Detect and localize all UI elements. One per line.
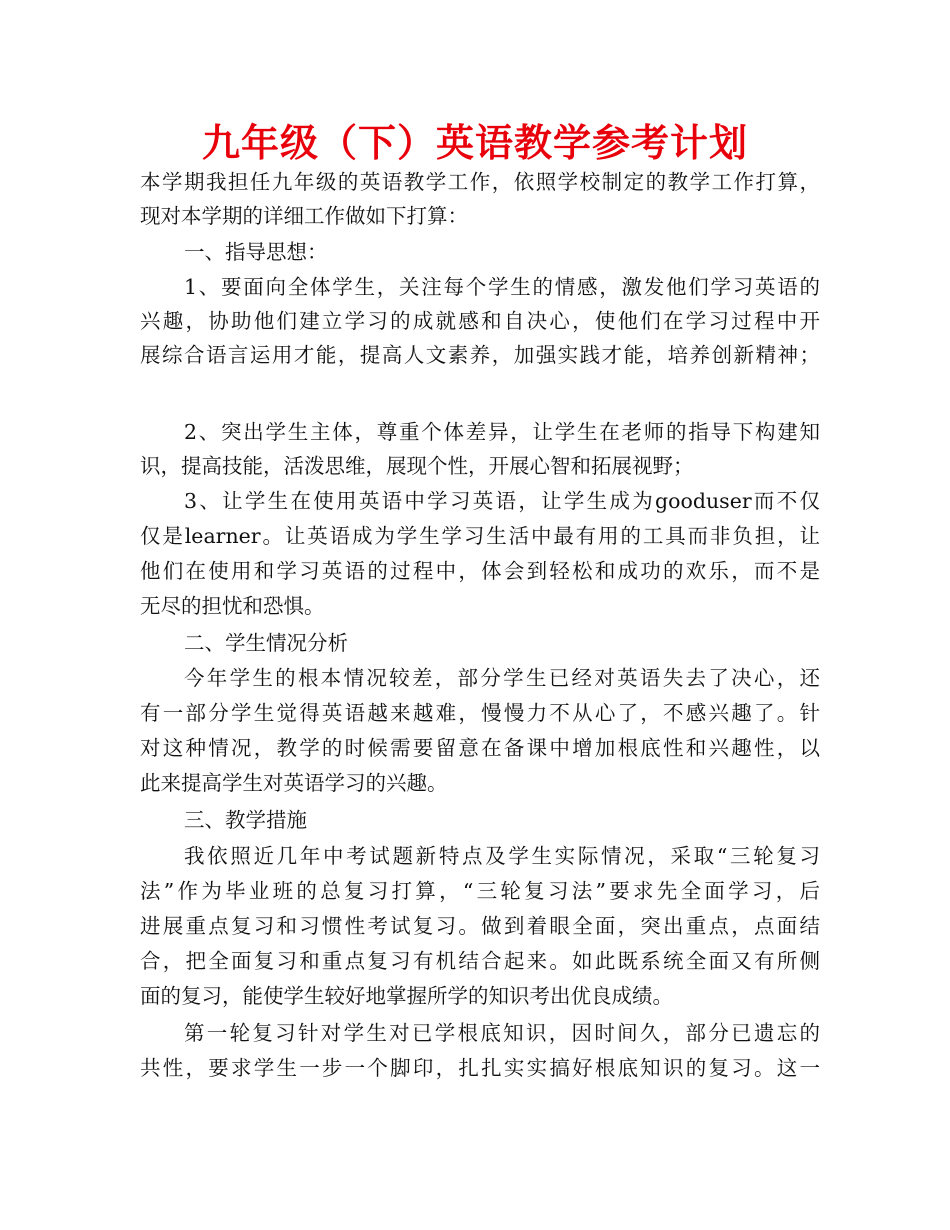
section-heading: 一、指导思想： [184, 240, 328, 264]
paragraph-line: 合，把全面复习和重点复习有机结合起来。如此既系统全面又有所侧 [140, 949, 820, 973]
section-heading: 二、学生情况分析 [184, 631, 348, 655]
paragraph-line: 识，提高技能，活泼思维，展现个性，开展心智和拓展视野； [140, 454, 694, 478]
paragraph-line: 第一轮复习针对学生对已学根底知识，因时间久，部分已遗忘的 [184, 1021, 820, 1045]
paragraph-line: 法”作为毕业班的总复习打算，“三轮复习法”要求先全面学习，后 [140, 879, 820, 903]
paragraph-line: 2、突出学生主体，尊重个体差异，让学生在老师的指导下构建知 [184, 420, 820, 444]
document-title: 九年级（下）英语教学参考计划 [201, 121, 748, 165]
paragraph-line: 有一部分学生觉得英语越来越难，慢慢力不从心了，不感兴趣了。针 [140, 701, 820, 725]
paragraph-line: 他们在使用和学习英语的过程中，体会到轻松和成功的欢乐，而不是 [140, 559, 820, 583]
paragraph-line: 此来提高学生对英语学习的兴趣。 [140, 771, 448, 795]
paragraph-line: 进展重点复习和习惯性考试复习。做到着眼全面，突出重点，点面结 [140, 914, 820, 938]
paragraph-line: 现对本学期的详细工作做如下打算： [140, 204, 468, 228]
paragraph-line: 面的复习，能使学生较好地掌握所学的知识考出优良成绩。 [140, 984, 673, 1008]
section-heading: 三、教学措施 [184, 808, 307, 832]
paragraph-line: 展综合语言运用才能，提高人文素养，加强实践才能，培养创新精神； [140, 343, 820, 367]
paragraph-line: 1、要面向全体学生，关注每个学生的情感，激发他们学习英语的 [184, 275, 820, 299]
paragraph-line: 本学期我担任九年级的英语教学工作，依照学校制定的教学工作打算， [140, 170, 820, 194]
paragraph-line: 仅是learner。让英语成为学生学习生活中最有用的工具而非负担，让 [140, 524, 820, 548]
paragraph-line: 我依照近几年中考试题新特点及学生实际情况，采取“三轮复习 [184, 844, 820, 868]
paragraph-line: 今年学生的根本情况较差，部分学生已经对英语失去了决心，还 [184, 666, 820, 690]
paragraph-line: 3、让学生在使用英语中学习英语，让学生成为gooduser而不仅 [184, 489, 820, 513]
paragraph-line: 无尽的担忧和恐惧。 [140, 594, 325, 618]
paragraph-line: 兴趣，协助他们建立学习的成就感和自决心，使他们在学习过程中开 [140, 309, 820, 333]
paragraph-line: 共性，要求学生一步一个脚印，扎扎实实搞好根底知识的复习。这一 [140, 1056, 820, 1080]
paragraph-line: 对这种情况，教学的时候需要留意在备课中增加根底性和兴趣性，以 [140, 736, 820, 760]
